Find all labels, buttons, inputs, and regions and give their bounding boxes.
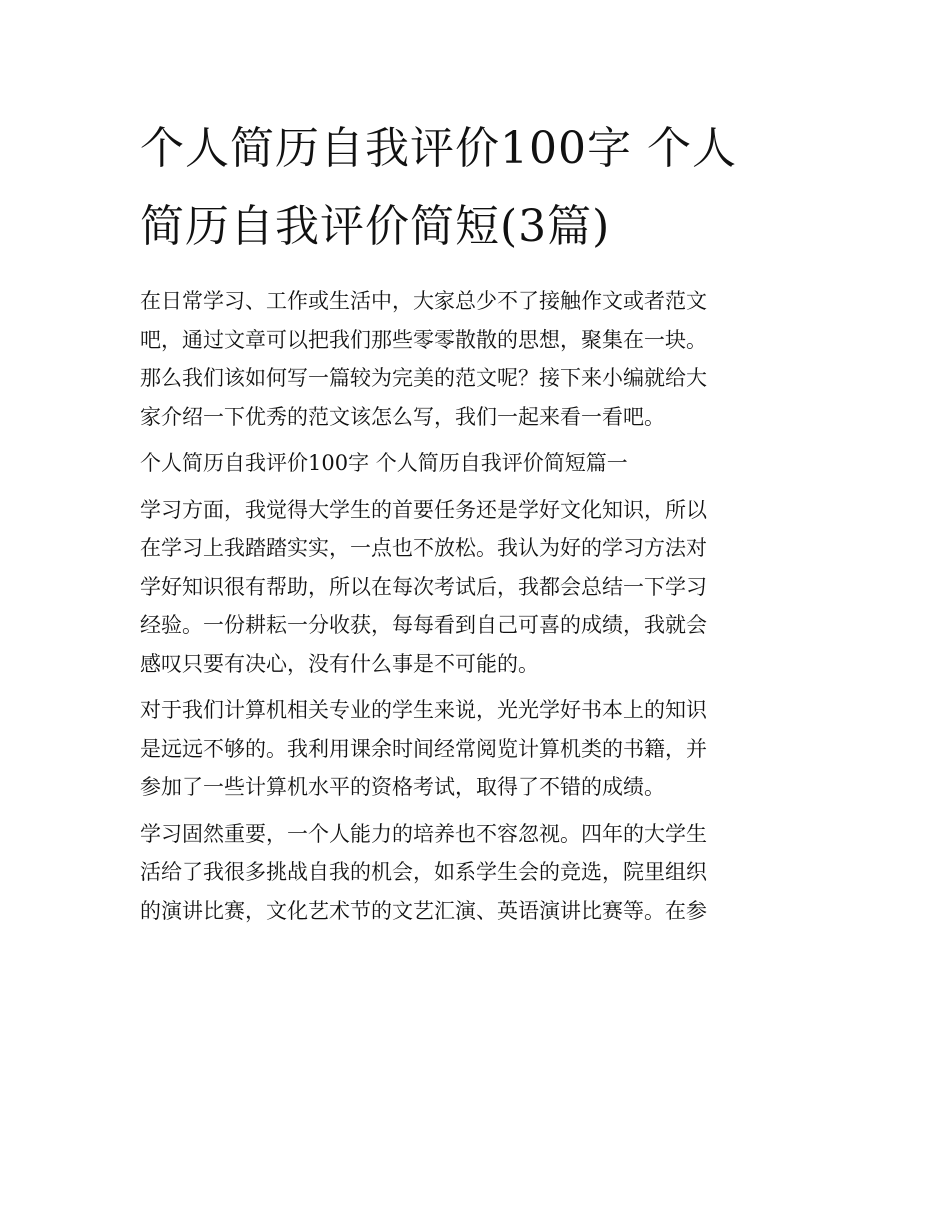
paragraph-line: 学习方面，我觉得大学生的首要任务还是学好文化知识，所以 <box>140 497 707 522</box>
intro-line: 那么我们该如何写一篇较为完美的范文呢？接下来小编就给大 <box>140 366 707 390</box>
section-heading: 个人简历自我评价100字 个人简历自我评价简短篇一 <box>140 451 628 475</box>
body-paragraph-2 <box>140 691 815 807</box>
title-line-1: 个人简历自我评价100字 个人 <box>140 123 737 174</box>
intro-line: 在日常学习、工作或生活中，大家总少不了接触作文或者范文 <box>140 289 707 313</box>
paragraph-line: 学习固然重要，一个人能力的培养也不容忽视。四年的大学生 <box>140 821 707 846</box>
document-page <box>140 110 815 938</box>
paragraph-line: 对于我们计算机相关专业的学生来说，光光学好书本上的知识 <box>140 698 707 722</box>
paragraph-line: 活给了我很多挑战自我的机会，如系学生会的竞选，院里组织 <box>140 860 707 884</box>
paragraph-line: 感叹只要有决心，没有什么事是不可能的。 <box>140 651 539 676</box>
document-title <box>140 110 815 266</box>
intro-line: 家介绍一下优秀的范文该怎么写，我们一起来看一看吧。 <box>140 404 665 429</box>
paragraph-line: 在学习上我踏踏实实，一点也不放松。我认为好的学习方法对 <box>140 536 707 560</box>
paragraph-line: 经验。一份耕耘一分收获，每每看到自己可喜的成绩，我就会 <box>140 613 707 637</box>
title-line-2: 简历自我评价简短(3篇) <box>140 201 611 252</box>
body-paragraph-1 <box>140 491 815 684</box>
paragraph-line: 的演讲比赛，文化艺术节的文艺汇演、英语演讲比赛等。在参 <box>140 898 707 923</box>
paragraph-line: 参加了一些计算机水平的资格考试，取得了不错的成绩。 <box>140 775 665 799</box>
body-paragraph-3 <box>140 815 815 931</box>
intro-paragraph <box>140 282 815 436</box>
paragraph-line: 是远远不够的。我利用课余时间经常阅览计算机类的书籍，并 <box>140 736 707 761</box>
paragraph-line: 学好知识很有帮助，所以在每次考试后，我都会总结一下学习 <box>140 574 707 599</box>
intro-line: 吧，通过文章可以把我们那些零零散散的思想，聚集在一块。 <box>140 327 707 352</box>
